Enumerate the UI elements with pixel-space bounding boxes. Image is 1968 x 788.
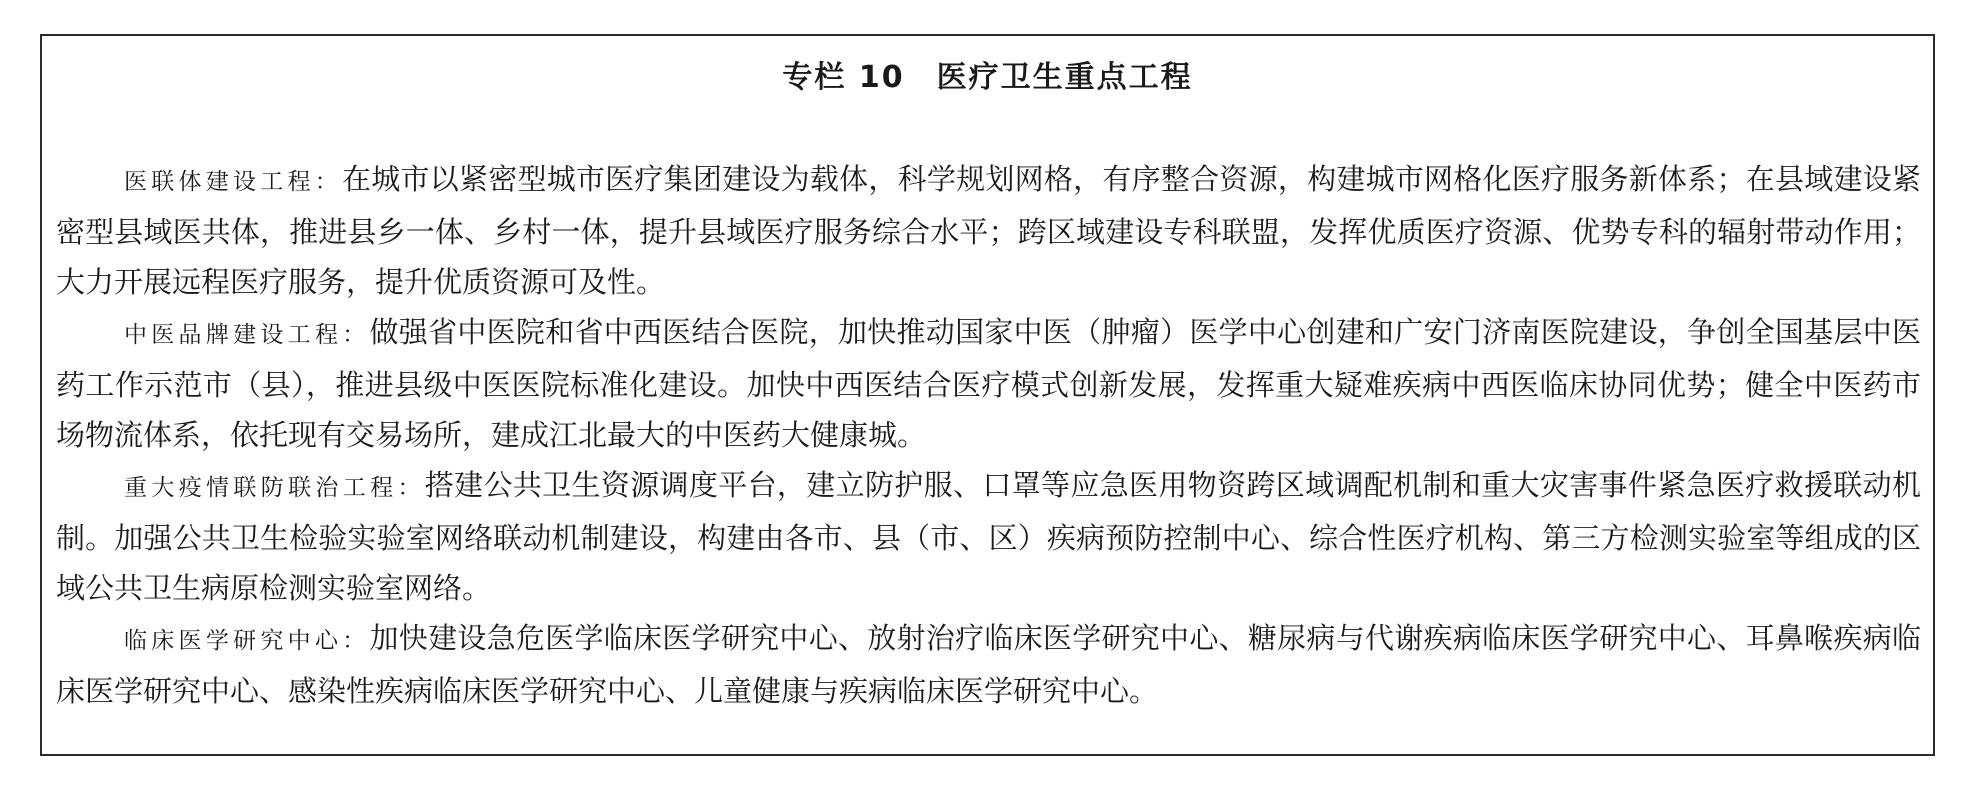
paragraph-text: 做强省中医院和省中西医结合医院，加快推动国家中医（肿瘤）医学中心创建和广安门济南医院建设，争创全国基层中医药工作示范市（县），推进县级中医医院标准化建设。加快中西医结合医疗模式创新发展，发挥重大疑难疾病中西医临床协同优势；健全中医药市场物流体系，依托现有交易场所，建成江北最大的中医药大健康城。 xyxy=(56,315,1921,452)
paragraph-lead: 临床医学研究中心： xyxy=(124,628,370,654)
paragraph-medical-alliance xyxy=(56,154,1921,307)
paragraph-lead: 重大疫情联防联治工程： xyxy=(124,475,425,501)
paragraph-tcm-brand xyxy=(56,307,1921,460)
box-title: 专栏 10 医疗卫生重点工程 xyxy=(782,60,1193,95)
paragraph-text: 在城市以紧密型城市医疗集团建设为载体，科学规划网格，有序整合资源，构建城市网格化医疗服务新体系；在县域建设紧密型县域医共体，推进县乡一体、乡村一体，提升县域医疗服务综合水平；跨区域建设专科联盟，发挥优质医疗资源、优势专科的辐射带动作用；大力开展远程医疗服务，提升优质资源可及性。 xyxy=(56,162,1921,299)
paragraph-lead: 中医品牌建设工程： xyxy=(124,322,370,348)
paragraph-text: 加快建设急危医学临床医学研究中心、放射治疗临床医学研究中心、糖尿病与代谢疾病临床医学研究中心、耳鼻喉疾病临床医学研究中心、感染性疾病临床医学研究中心、儿童健康与疾病临床医学研究中心。 xyxy=(56,621,1921,708)
feature-box xyxy=(40,34,1935,756)
paragraph-lead: 医联体建设工程： xyxy=(124,169,342,195)
paragraph-clinical-research xyxy=(56,613,1921,716)
box-body xyxy=(56,154,1921,716)
paragraph-text: 搭建公共卫生资源调度平台，建立防护服、口罩等应急医用物资跨区域调配机制和重大灾害事件紧急医疗救援联动机制。加强公共卫生检验实验室网络联动机制建设，构建由各市、县（市、区）疾病预防控制中心、综合性医疗机构、第三方检测实验室等组成的区域公共卫生病原检测实验室网络。 xyxy=(56,468,1921,605)
paragraph-epidemic-prevention xyxy=(56,460,1921,613)
